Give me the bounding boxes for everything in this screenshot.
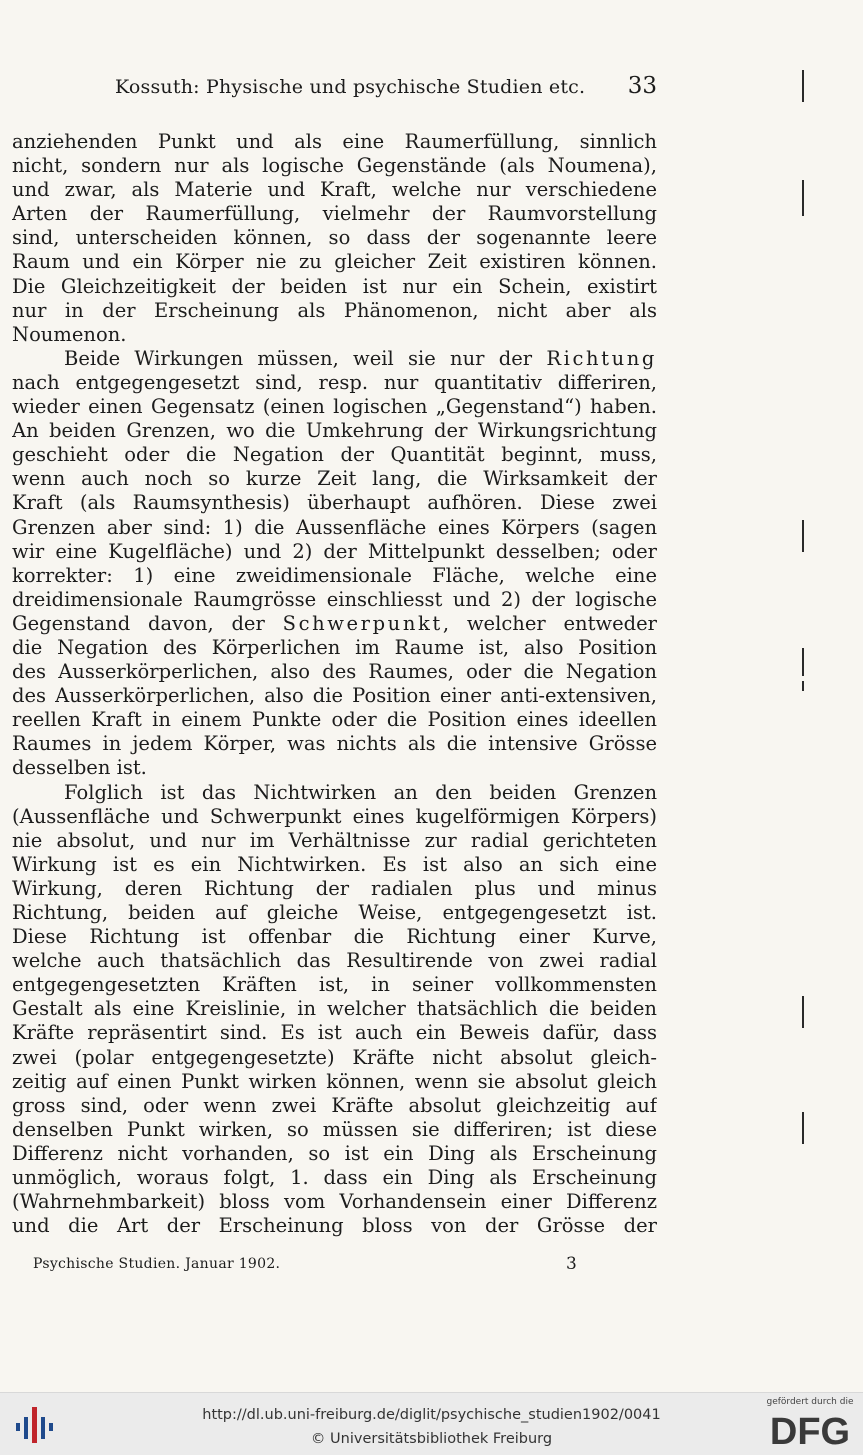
paragraph-1 — [12, 130, 657, 347]
text-line: Kräfte repräsentirt sind. Es ist auch ein Beweis dafür, dass — [12, 1021, 657, 1045]
dfg-caption: gefördert durch die — [766, 1397, 854, 1407]
text-line: desselben ist. — [12, 756, 147, 780]
margin-mark — [802, 996, 804, 1028]
text-line: Kraft (als Raumsynthesis) überhaupt aufhören. Diese zwei — [12, 491, 657, 515]
text-line: dreidimensionale Raumgrösse einschliesst und 2) der logische — [12, 587, 657, 611]
dfg-wordmark — [764, 1410, 856, 1450]
margin-mark — [802, 180, 804, 216]
text-line: korrekter: 1) eine zweidimensionale Fläche, welche eine — [12, 563, 657, 587]
text-fragment: Gegenstand davon, der — [12, 611, 283, 635]
text-line: des Ausserkörperlichen, also die Position einer anti-extensiven, — [12, 684, 657, 708]
dfg-wordmark-text: DFG — [769, 1411, 851, 1450]
margin-mark — [802, 70, 804, 102]
text-line: und zwar, als Materie und Kraft, welche nur verschiedene — [12, 178, 657, 202]
text-line: Raum und ein Körper nie zu gleicher Zeit existiren können. — [12, 250, 657, 274]
text-line: nie absolut, und nur im Verhältnisse zur radial gerichteten — [12, 828, 657, 852]
sheet-signature: 3 — [566, 1254, 577, 1274]
text-line: Raumes in jedem Körper, was nichts als die intensive Grösse — [12, 732, 657, 756]
text-line: An beiden Grenzen, wo die Umkehrung der Wirkungsrichtung — [12, 419, 657, 443]
text-line: nur in der Erscheinung als Phänomenon, nicht aber als — [12, 298, 657, 322]
text-line: wir eine Kugelfläche) und 2) der Mittelpunkt desselben; oder — [12, 539, 657, 563]
text-line: anziehenden Punkt und als eine Raumerfüllung, sinnlich — [12, 130, 657, 153]
text-line: nach entgegengesetzt sind, resp. nur quantitativ differiren, — [12, 370, 657, 394]
dfg-logo-icon — [762, 1397, 858, 1451]
text-line: Folglich ist das Nichtwirken an den beiden Grenzen — [64, 780, 657, 804]
text-line: wenn auch noch so kurze Zeit lang, die Wirksamkeit der — [12, 467, 657, 491]
text-line — [12, 612, 657, 636]
paragraph-2 — [12, 347, 657, 781]
text-line: (Wahrnehmbarkeit) bloss vom Vorhandensein einer Differenz — [12, 1190, 657, 1214]
text-line: sind, unterscheiden können, so dass der sogenannte leere — [12, 226, 657, 250]
text-line: (Aussenfläche und Schwerpunkt eines kugelförmigen Körpers) — [12, 804, 657, 828]
text-line: unmöglich, woraus folgt, 1. dass ein Ding als Erscheinung — [12, 1166, 657, 1190]
emphasis-richtung: Richtung — [546, 346, 657, 370]
margin-marks — [797, 0, 809, 1392]
margin-mark — [802, 520, 804, 552]
text-fragment: Beide Wirkungen müssen, weil sie nur der — [64, 346, 547, 370]
body-text — [12, 130, 657, 1238]
text-line: zwei (polar entgegengesetzte) Kräfte nicht absolut gleich- — [12, 1045, 657, 1069]
text-line: reellen Kraft in einem Punkte oder die Position eines ideellen — [12, 708, 657, 732]
text-line: entgegengesetzten Kräften ist, in seiner vollkommensten — [12, 973, 657, 997]
text-line: nicht, sondern nur als logische Gegenstände (als Noumena), — [12, 154, 657, 178]
journal-imprint: Psychische Studien. Januar 1902. — [33, 1256, 281, 1272]
text-line: Gestalt als eine Kreislinie, in welcher thatsächlich die beiden — [12, 997, 657, 1021]
emphasis-schwerpunkt: Schwerpunkt — [282, 611, 443, 635]
page-number: 33 — [627, 73, 657, 99]
text-line: Differenz nicht vorhanden, so ist ein Ding als Erscheinung — [12, 1141, 657, 1165]
text-line: Noumenon. — [12, 322, 127, 346]
viewer-footer-bar — [0, 1392, 863, 1455]
page-footer — [12, 1256, 657, 1280]
text-line: geschieht oder die Negation der Quantität beginnt, muss, — [12, 443, 657, 467]
text-line: Wirkung ist es ein Nichtwirken. Es ist also an sich eine — [12, 852, 657, 876]
margin-mark — [802, 681, 804, 691]
text-line: und die Art der Erscheinung bloss von der Grösse der — [12, 1214, 657, 1238]
text-fragment: , welcher entweder — [442, 611, 657, 635]
running-title: Kossuth: Physische und psychische Studien etc. — [115, 76, 586, 98]
text-line: wieder einen Gegensatz (einen logischen „Gegenstand“) haben. — [12, 395, 657, 419]
text-line: zeitig auf einen Punkt wirken können, wenn sie absolut gleich — [12, 1069, 657, 1093]
text-line: Diese Richtung ist offenbar die Richtung einer Kurve, — [12, 925, 657, 949]
text-line: denselben Punkt wirken, so müssen sie differiren; ist diese — [12, 1117, 657, 1141]
margin-mark — [802, 648, 804, 676]
page-header — [12, 73, 657, 106]
margin-mark — [802, 1112, 804, 1144]
permalink-url[interactable]: http://dl.ub.uni-freiburg.de/diglit/psychische_studien1902/0041 — [202, 1407, 661, 1423]
text-line: des Ausserkörperlichen, also des Raumes, oder die Negation — [12, 660, 657, 684]
text-line: Richtung, beiden auf gleiche Weise, entgegengesetzt ist. — [12, 901, 657, 924]
text-line: Die Gleichzeitigkeit der beiden ist nur ein Schein, existirt — [12, 274, 657, 298]
paragraph-3 — [12, 781, 657, 1239]
text-line: Grenzen aber sind: 1) die Aussenfläche eines Körpers (sagen — [12, 515, 657, 539]
text-line: Arten der Raumerfüllung, vielmehr der Raumvorstellung — [12, 202, 657, 226]
text-line: welche auch thatsächlich das Resultirende von zwei radial — [12, 949, 657, 973]
text-line — [12, 347, 657, 371]
copyright-notice: © Universitätsbibliothek Freiburg — [310, 1431, 553, 1447]
text-line: Wirkung, deren Richtung der radialen plus und minus — [12, 876, 657, 900]
text-line: die Negation des Körperlichen im Raume ist, also Position — [12, 635, 657, 659]
text-line: gross sind, oder wenn zwei Kräfte absolut gleichzeitig auf — [12, 1093, 657, 1117]
